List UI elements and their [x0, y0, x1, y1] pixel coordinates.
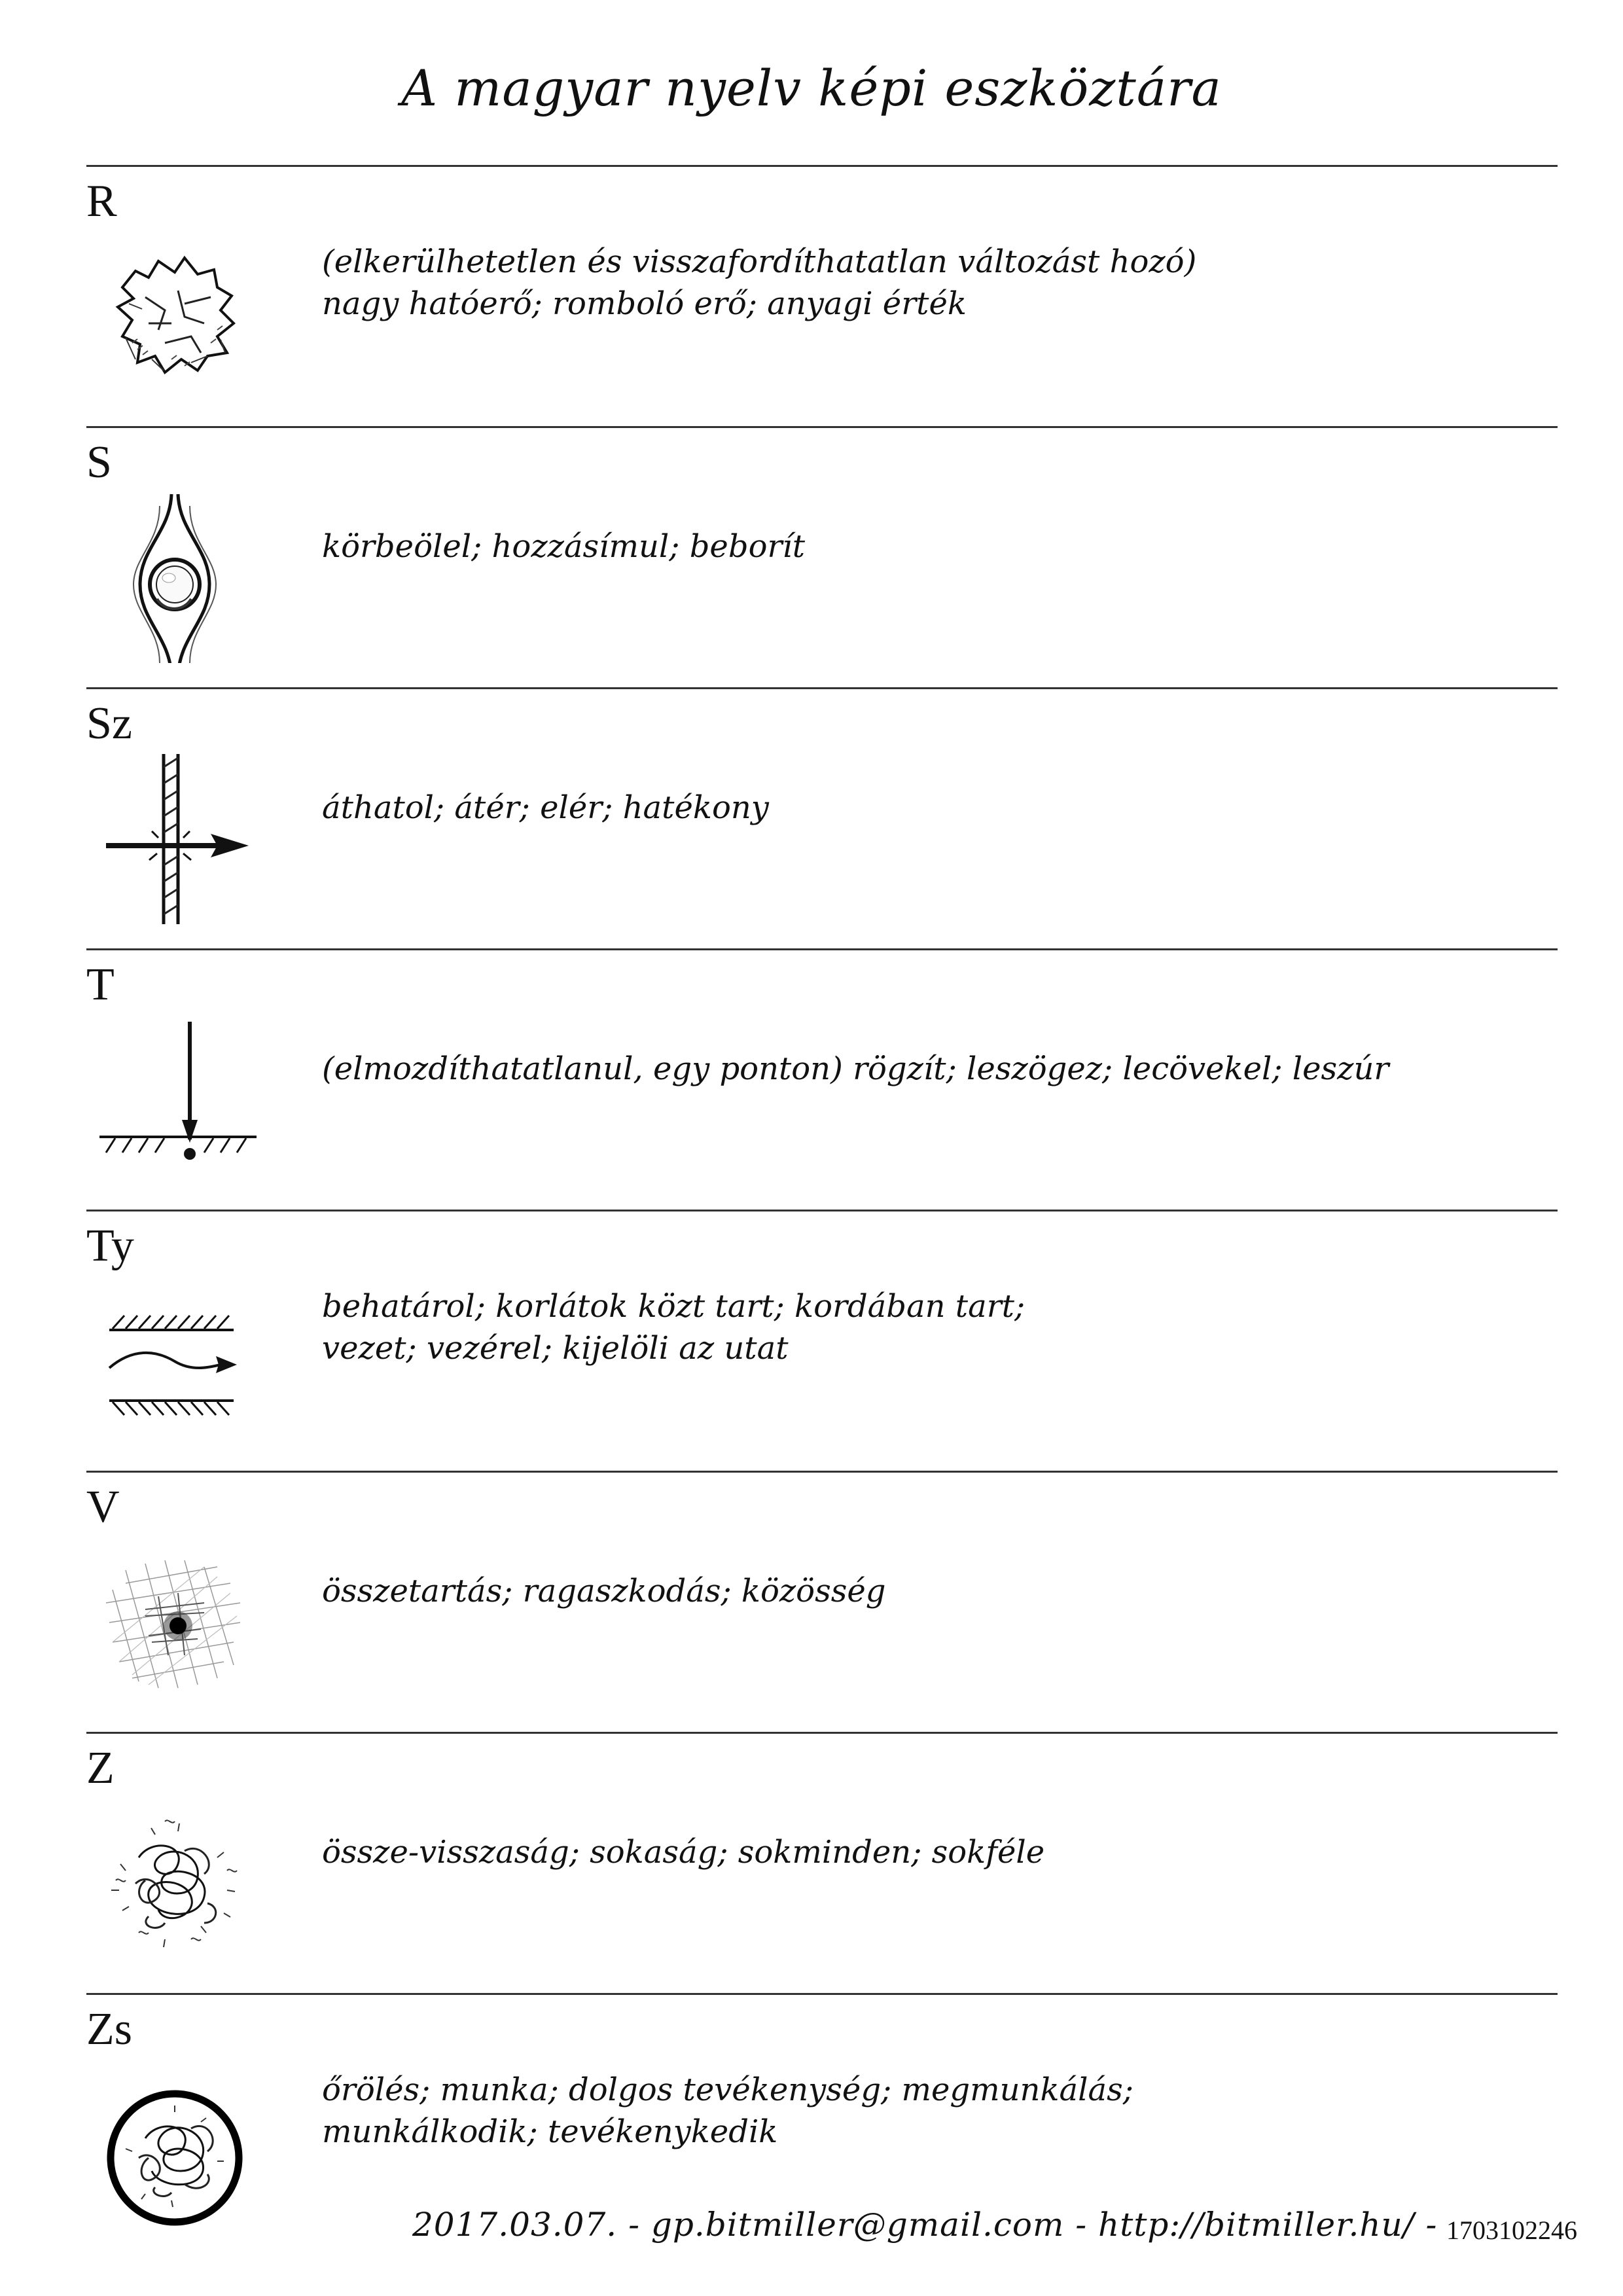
entry-v — [86, 1472, 1558, 1732]
tangled-scribble-icon — [86, 1792, 263, 1969]
enveloped-ball-icon — [86, 486, 263, 663]
circled-scribble-icon — [86, 2053, 263, 2230]
entry-description-line: (elkerülhetetlen és visszafordíthatatlan változást hozó) — [322, 243, 1197, 280]
stake-in-ground-icon — [86, 1009, 263, 1185]
entry-letter: Ty — [86, 1221, 134, 1271]
crumpled-paper-icon — [86, 225, 263, 402]
entry-description-line: áthatol; átér; elér; hatékony — [322, 789, 769, 826]
entry-letter: T — [86, 960, 115, 1010]
entry-letter: Zs — [86, 2004, 132, 2054]
entry-description-line: nagy hatóerő; romboló erő; anyagi érték — [322, 285, 967, 322]
entry-letter: Sz — [86, 698, 132, 749]
guided-arrow-icon — [86, 1270, 263, 1446]
entry-ty — [86, 1211, 1558, 1471]
entry-s — [86, 427, 1558, 688]
dense-center-icon — [86, 1531, 263, 1708]
entry-letter: S — [86, 437, 112, 488]
entry-t — [86, 950, 1558, 1210]
entry-description-line: (elmozdíthatatlanul, egy ponton) rögzít; leszögez; lecövekel; leszúr — [322, 1050, 1389, 1087]
entry-description-line: összetartás; ragaszkodás; közösség — [322, 1573, 886, 1609]
entry-letter: V — [86, 1482, 120, 1532]
entry-r — [86, 166, 1558, 427]
entry-letter: R — [86, 176, 117, 226]
entry-description-line: vezet; vezérel; kijelöli az utat — [322, 1330, 789, 1367]
arrow-through-wall-icon — [86, 747, 263, 924]
entry-letter: Z — [86, 1743, 115, 1793]
entry-sz — [86, 689, 1558, 949]
page-title: A magyar nyelv képi eszköztára — [401, 59, 1222, 117]
entry-z — [86, 1733, 1558, 1994]
entry-description-line: össze-visszaság; sokaság; sokminden; sokféle — [322, 1834, 1045, 1871]
entry-description-line: munkálkodik; tevékenykedik — [322, 2113, 778, 2150]
entry-description-line: körbeölel; hozzásímul; beborít — [322, 528, 806, 565]
document-code: 1703102246 — [1446, 2215, 1577, 2245]
entry-description-line: behatárol; korlátok közt tart; kordában tart; — [322, 1288, 1026, 1325]
entry-description-line: őrölés; munka; dolgos tevékenység; megmunkálás; — [322, 2072, 1133, 2108]
footer-text: 2017.03.07. - gp.bitmiller@gmail.com - http://bitmiller.hu/ - — [412, 2206, 1438, 2244]
